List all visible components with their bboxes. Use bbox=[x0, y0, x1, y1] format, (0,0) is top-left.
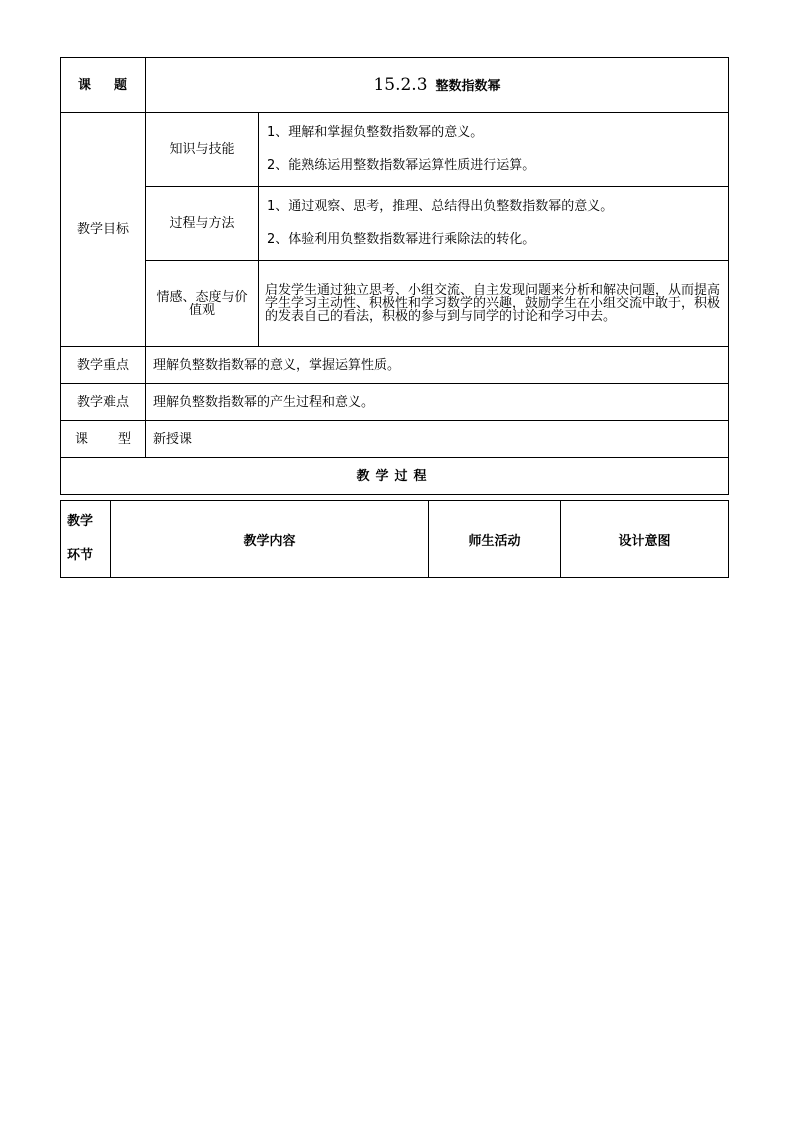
process-items bbox=[259, 187, 729, 261]
process-item-1: 1、通过观察、思考，推理、总结得出负整数指数幂的意义。 bbox=[267, 198, 614, 214]
knowledge-items bbox=[259, 113, 729, 187]
objective-process-row bbox=[61, 187, 729, 261]
topic-label-cell bbox=[61, 58, 146, 113]
topic-title-cell bbox=[146, 58, 729, 113]
section-number: 15.2.3 bbox=[373, 74, 428, 95]
key-point-text: 理解负整数指数幂的意义，掌握运算性质。 bbox=[146, 347, 729, 384]
lesson-type-label-char-2: 型 bbox=[118, 431, 132, 447]
activity-header: 师生活动 bbox=[429, 501, 561, 578]
intent-header: 设计意图 bbox=[561, 501, 729, 578]
process-item-2: 2、体验利用负整数指数幂进行乘除法的转化。 bbox=[267, 231, 536, 247]
difficulty-label: 教学难点 bbox=[61, 384, 146, 421]
lesson-type-text: 新授课 bbox=[146, 421, 729, 458]
steps-header-row bbox=[61, 501, 729, 578]
lesson-type-label bbox=[61, 421, 146, 458]
stage-header-line-2: 环节 bbox=[67, 548, 94, 563]
emotion-label bbox=[146, 261, 259, 347]
title-row bbox=[61, 58, 729, 113]
stage-header bbox=[61, 501, 111, 578]
emotion-label-line-2: 值观 bbox=[188, 302, 215, 318]
lesson-type-row bbox=[61, 421, 729, 458]
knowledge-label: 知识与技能 bbox=[146, 113, 259, 187]
teaching-steps-table bbox=[60, 500, 729, 578]
emotion-text: 启发学生通过独立思考、小组交流、自主发现问题来分析和解决问题，从而提高学生学习主动性、积极性和学习数学的兴趣，鼓励学生在小组交流中敢于，积极的发表自己的看法，积极的参与到与同学的讨论和学习中去。 bbox=[259, 261, 729, 347]
knowledge-item-1: 1、理解和掌握负整数指数幂的意义。 bbox=[267, 124, 484, 140]
knowledge-item-2: 2、能熟练运用整数指数幂运算性质进行运算。 bbox=[267, 157, 536, 173]
process-title: 教学过程 bbox=[61, 458, 729, 495]
objectives-label: 教学目标 bbox=[61, 113, 146, 347]
key-point-label: 教学重点 bbox=[61, 347, 146, 384]
objective-knowledge-row bbox=[61, 113, 729, 187]
content-header: 教学内容 bbox=[111, 501, 429, 578]
topic-title: 整数指数幂 bbox=[435, 78, 501, 94]
lesson-type-label-char-1: 课 bbox=[74, 431, 88, 447]
lesson-plan-table bbox=[60, 57, 729, 495]
difficulty-text: 理解负整数指数幂的产生过程和意义。 bbox=[146, 384, 729, 421]
topic-label-char-1: 课 bbox=[77, 77, 92, 93]
process-label: 过程与方法 bbox=[146, 187, 259, 261]
process-title-row bbox=[61, 458, 729, 495]
objective-emotion-row bbox=[61, 261, 729, 347]
stage-header-line-1: 教学 bbox=[67, 514, 94, 529]
difficulty-row bbox=[61, 384, 729, 421]
topic-label-char-2: 题 bbox=[114, 77, 129, 93]
key-point-row bbox=[61, 347, 729, 384]
emotion-label-line-1: 情感、态度与价 bbox=[156, 289, 248, 305]
